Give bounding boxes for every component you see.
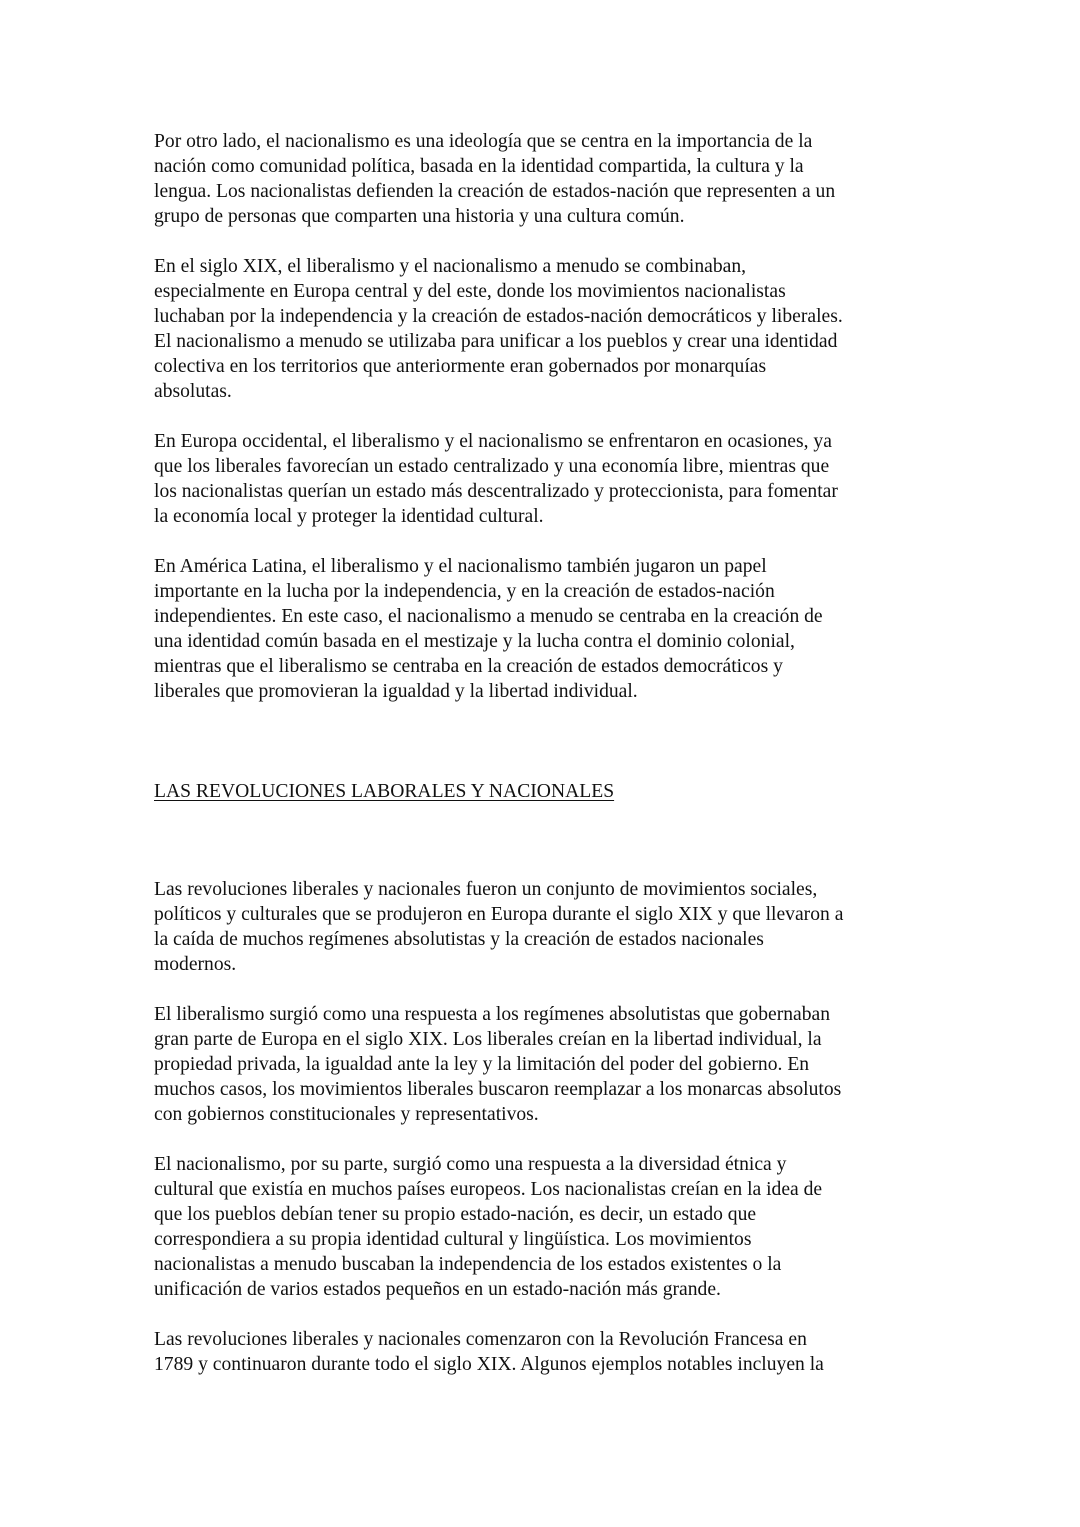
document-body — [154, 129, 934, 1402]
paragraph-nationalism-definition: Por otro lado, el nacionalismo es una ideología que se centra en la importancia de la nación como comunidad política, basada en la identidad compartida, la cultura y la lengua. Los nacionalistas defienden la creación de estados-nación que representen a un grupo de personas que comparten una historia y una cultura común. — [154, 131, 836, 227]
paragraph-19th-century-combination: En el siglo XIX, el liberalismo y el nacionalismo a menudo se combinaban, especialmente en Europa central y del este, donde los movimientos nacionalistas luchaban por la independencia y la creación de estados-nación democráticos y liberales. El nacionalismo a menudo se utilizaba para unificar a los pueblos y crear una identidad colectiva en los territorios que anteriormente eran gobernados por monarquías absolutas. — [154, 256, 843, 402]
paragraph-french-revolution: Las revoluciones liberales y nacionales comenzaron con la Revolución Francesa en 1789 y continuaron durante todo el siglo XIX. Algunos ejemplos notables incluyen la — [154, 1329, 824, 1375]
spacer — [154, 729, 934, 779]
paragraph-liberalism-origin: El liberalismo surgió como una respuesta a los regímenes absolutistas que gobernaban gran parte de Europa en el siglo XIX. Los liberales creían en la libertad individual, la propiedad privada, la igualdad ante la ley y la limitación del poder del gobierno. En muchos casos, los movimientos liberales buscaron reemplazar a los monarcas absolutos con gobiernos constitucionales y representativos. — [154, 1004, 842, 1125]
spacer — [154, 804, 934, 877]
paragraph-western-europe: En Europa occidental, el liberalismo y el nacionalismo se enfrentaron en ocasiones, ya que los liberales favorecían un estado centralizado y una economía libre, mientras que los nacionalistas querían un estado más descentralizado y proteccionista, para fomentar la economía local y proteger la identidad cultural. — [154, 431, 838, 527]
section-heading: LAS REVOLUCIONES LABORALES Y NACIONALES — [154, 781, 615, 802]
paragraph-revolutions-overview: Las revoluciones liberales y nacionales fueron un conjunto de movimientos sociales, políticos y culturales que se produjeron en Europa durante el siglo XIX y que llevaron a la caída de muchos regímenes absolutistas y la creación de estados nacionales modernos. — [154, 879, 844, 975]
paragraph-nationalism-origin: El nacionalismo, por su parte, surgió como una respuesta a la diversidad étnica y cultural que existía en muchos países europeos. Los nacionalistas creían en la idea de que los pueblos debían tener su propio estado-nación, es decir, un estado que correspondiera a su propia identidad cultural y lingüística. Los movimientos nacionalistas a menudo buscaban la independencia de los estados existentes o la unificación de varios estados pequeños en un estado-nación más grande. — [154, 1154, 823, 1300]
paragraph-latin-america: En América Latina, el liberalismo y el nacionalismo también jugaron un papel importante en la lucha por la independencia, y en la creación de estados-nación independientes. En este caso, el nacionalismo a menudo se centraba en la creación de una identidad común basada en el mestizaje y la lucha contra el dominio colonial, mientras que el liberalismo se centraba en la creación de estados democráticos y liberales que promovieran la igualdad y la libertad individual. — [154, 556, 823, 702]
